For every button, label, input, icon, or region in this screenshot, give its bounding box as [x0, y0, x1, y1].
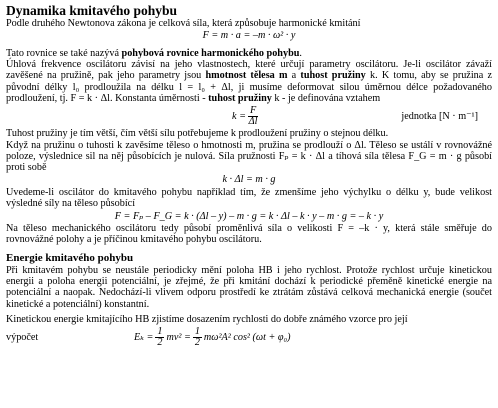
- formula-lhs: Eₖ =: [134, 331, 154, 343]
- numerator: 1: [194, 325, 200, 337]
- bold-term: tuhost pružiny: [300, 70, 366, 82]
- fraction: [248, 106, 258, 127]
- denominator: 2: [194, 336, 200, 348]
- formula-lhs: k =: [232, 110, 246, 122]
- page-title: Dynamika kmitavého pohybu: [6, 3, 178, 18]
- paragraph-equilibrium: Když na pružinu o tuhosti k zavěsíme těleso o hmotnosti m, pružina se prodlouží o Δl. Těleso se ustálí v rovnovážné poloze, výslednice sil na něj působících je nulová. Síla pružnosti Fₚ = k · Δl a tíhová síla tělesa F_G = m · g působí proti sobě: [6, 139, 492, 174]
- equation-stiffness: [6, 105, 492, 127]
- bold-term: hmotnost tělesa m: [205, 70, 288, 82]
- text: a: [287, 70, 301, 82]
- bold-term: pohybová rovnice harmonického pohybu: [121, 47, 300, 59]
- fraction: [193, 327, 202, 348]
- text: k - je definována vztahem: [271, 92, 381, 104]
- equation-force: F = m · a = –m · ω² · y: [202, 30, 296, 42]
- text: .: [299, 47, 302, 59]
- equation-kinetic-energy: [6, 326, 492, 348]
- equation-balance: k · Δl = m · g: [222, 174, 276, 186]
- numerator: 1: [157, 325, 163, 337]
- fraction: [155, 327, 164, 348]
- paragraph-energy: Při kmitavém pohybu se neustále periodicky mění poloha HB i jeho rychlost. Protože rychlost určuje kinetickou energii a poloha energii potenciální, je zřejmé, že při kmitání dochází k periodické přeměně kinetické energie na potenciální a naopak. Nedochází-li vlivem odporu prostředí ke ztrátám zůstává celková mechanická energie (součet kinetické a potenciální) konstantní.: [6, 264, 492, 310]
- paragraph-newton: Podle druhého Newtonova zákona je celková síla, která způsobuje harmonické kmitání: [6, 18, 361, 29]
- formula-middle: mv² =: [166, 331, 191, 343]
- text: Tato rovnice se také nazývá: [6, 47, 122, 59]
- paragraph-displacement: Uvedeme-li oscilátor do kmitavého pohybu například tím, že zmenšíme jeho výchylku o délku y, bude velikost výsledné síly na těleso působící: [6, 186, 492, 210]
- paragraph-equation-name: [6, 48, 492, 59]
- bold-term: tuhost pružiny: [208, 92, 272, 104]
- denominator: 2: [157, 336, 163, 348]
- text: Úhlová frekvence oscilátoru závisí na jeho vlastnostech, které určují parametry oscilátoru. Je-li oscilátor závaží zavěšené na pružině, pak jeho parametry jsou: [6, 59, 492, 82]
- denominator: Δl: [248, 115, 258, 127]
- paragraph-oscillator-params: [6, 59, 492, 104]
- equation-resultant: F = Fₚ – F_G = k · (Δl – y) – m · g = k · Δl – k · y – m · g = – k · y: [114, 210, 384, 222]
- formula-rhs: mω²A² cos² (ωt + φ₀): [203, 331, 291, 343]
- numerator: F: [249, 104, 257, 116]
- paragraph-stiffness-note: Tuhost pružiny je tím větší, čím větší sílu potřebujeme k prodloužení pružiny o stejnou délku.: [6, 128, 389, 140]
- section-heading-energy: Energie kmitavého pohybu: [6, 251, 134, 264]
- paragraph-variable-force: Na těleso mechanického oscilátoru tedy působí proměnlivá síla o velikosti F = –k · y, která stále směřuje do rovnovážné polohy a je příčinou kmitavého pohybu oscilátoru.: [6, 223, 492, 246]
- text: k. K tomu, aby se pružina z původní délky l₀ prodloužila na délku l = l₀ + Δl, ji musíme deformovat silou úměrnou délce požadovaného prodloužení, tj. F = k · Δl. Konstanta úměrnosti -: [6, 70, 493, 104]
- energy-label: výpočet: [6, 331, 39, 343]
- paragraph-kinetic: Kinetickou energie kmitajícího HB zjistíme dosazením rychlosti do dobře známého vzorce pro její: [6, 313, 408, 325]
- unit-label: jednotka [N · m⁻¹]: [401, 110, 478, 122]
